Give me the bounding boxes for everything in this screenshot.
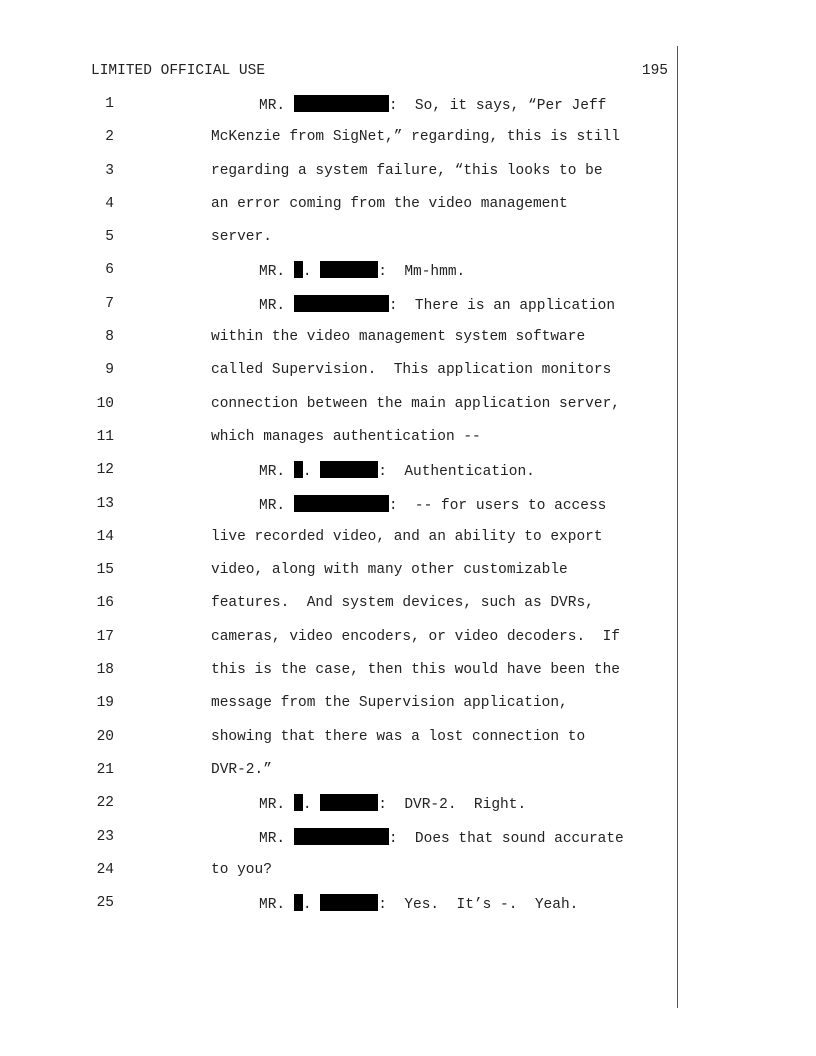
line-number: 21 — [96, 761, 114, 778]
line-number: 17 — [96, 628, 114, 645]
transcript-line — [0, 195, 680, 228]
transcript-line — [0, 395, 680, 428]
spoken-text: : So, it says, “Per Jeff — [388, 98, 607, 114]
transcript-line — [0, 661, 680, 694]
redaction-block — [294, 894, 303, 911]
speaker-prefix: MR. — [259, 297, 286, 314]
speaker-line: MR. . : Authentication. — [259, 461, 535, 481]
line-number: 22 — [96, 795, 114, 812]
speaker-prefix: MR. — [259, 797, 286, 814]
speaker-line — [259, 95, 606, 115]
line-number: 19 — [96, 695, 114, 712]
redaction-block — [294, 495, 389, 512]
spoken-text: : Mm-hmm. — [378, 264, 466, 281]
speaker-prefix: MR. — [259, 830, 286, 847]
transcript-line — [0, 461, 680, 494]
spoken-text: : Authentication. — [378, 464, 535, 481]
line-text: live recorded video, and an ability to export — [211, 528, 603, 545]
line-text: connection between the main application server, — [211, 395, 620, 412]
transcript-line — [0, 828, 680, 861]
spoken-text: : Does that sound accurate — [388, 830, 624, 847]
transcript-line — [0, 594, 680, 627]
redaction-block — [294, 828, 389, 845]
line-number: 10 — [96, 395, 114, 412]
redaction-block — [320, 261, 378, 278]
line-text: DVR-2.” — [211, 761, 272, 778]
transcript-line — [0, 228, 680, 261]
line-text: within the video management system software — [211, 329, 586, 346]
speaker-line — [259, 495, 606, 515]
line-number: 4 — [105, 195, 114, 212]
line-text: message from the Supervision application, — [211, 695, 568, 712]
line-number: 1 — [105, 96, 114, 112]
line-text: called Supervision. This application monitors — [211, 362, 612, 379]
redaction-block — [320, 794, 378, 811]
transcript-body — [0, 95, 680, 927]
transcript-line — [0, 495, 680, 528]
spoken-text: : There is an application — [388, 297, 616, 314]
redaction-block — [294, 461, 303, 478]
line-number: 8 — [105, 329, 114, 346]
redaction-block — [294, 95, 389, 112]
line-text: McKenzie from SigNet,” regarding, this is still — [211, 129, 620, 146]
line-number: 25 — [96, 895, 114, 912]
line-number: 7 — [105, 295, 114, 312]
line-text: server. — [211, 229, 272, 246]
transcript-line — [0, 128, 680, 161]
transcript-line — [0, 628, 680, 661]
transcript-line — [0, 761, 680, 794]
speaker-prefix: MR. — [259, 464, 286, 481]
redaction-block — [294, 295, 389, 312]
line-text: cameras, video encoders, or video decoders. If — [211, 628, 620, 645]
line-number: 2 — [105, 129, 114, 146]
transcript-line — [0, 528, 680, 561]
line-number: 6 — [105, 262, 114, 279]
spoken-text: : DVR-2. Right. — [378, 797, 527, 814]
line-number: 11 — [96, 428, 114, 445]
line-text: showing that there was a lost connection to — [211, 728, 586, 745]
line-number: 9 — [105, 362, 114, 379]
transcript-line — [0, 295, 680, 328]
line-number: 15 — [96, 562, 114, 579]
speaker-line: MR. . : Yes. It’s -. Yeah. — [259, 894, 578, 914]
line-number: 14 — [96, 528, 114, 545]
redaction-block — [294, 261, 303, 278]
line-text: regarding a system failure, “this looks to be — [211, 162, 603, 179]
line-number: 3 — [105, 162, 114, 179]
speaker-line — [259, 828, 624, 848]
line-number: 13 — [96, 495, 114, 512]
transcript-line — [0, 162, 680, 195]
speaker-line: MR. . : DVR-2. Right. — [259, 794, 526, 814]
transcript-line — [0, 794, 680, 827]
spoken-text: : -- for users to access — [388, 497, 607, 514]
line-number: 16 — [96, 595, 114, 612]
transcript-line — [0, 261, 680, 294]
page-number: 195 — [641, 63, 668, 79]
speaker-line — [259, 295, 615, 315]
line-text: this is the case, then this would have been the — [211, 662, 620, 679]
speaker-prefix: MR. — [259, 497, 286, 514]
line-number: 20 — [96, 728, 114, 745]
transcript-line — [0, 894, 680, 927]
transcript-line — [0, 561, 680, 594]
line-number: 5 — [105, 229, 114, 246]
speaker-prefix: MR. — [259, 98, 286, 114]
line-text: features. And system devices, such as DVRs, — [211, 595, 594, 612]
transcript-line — [0, 728, 680, 761]
line-text: to you? — [211, 861, 272, 878]
page-header — [91, 62, 668, 80]
transcript-line — [0, 95, 680, 128]
line-number: 23 — [96, 828, 114, 845]
transcript-line — [0, 694, 680, 727]
redaction-block — [320, 461, 378, 478]
transcript-line — [0, 328, 680, 361]
speaker-prefix: MR. — [259, 897, 286, 914]
classification-label: LIMITED OFFICIAL USE — [91, 63, 266, 79]
line-number: 24 — [96, 861, 114, 878]
line-number: 18 — [96, 662, 114, 679]
speaker-line: MR. . : Mm-hmm. — [259, 261, 465, 281]
line-text: which manages authentication -- — [211, 428, 481, 445]
redaction-block — [294, 794, 303, 811]
line-text: an error coming from the video management — [211, 195, 568, 212]
transcript-line — [0, 428, 680, 461]
spoken-text: : Yes. It’s -. Yeah. — [378, 897, 579, 914]
transcript-line — [0, 361, 680, 394]
line-number: 12 — [96, 462, 114, 479]
line-text: video, along with many other customizable — [211, 562, 568, 579]
speaker-prefix: MR. — [259, 264, 286, 281]
transcript-line — [0, 861, 680, 894]
redaction-block — [320, 894, 378, 911]
